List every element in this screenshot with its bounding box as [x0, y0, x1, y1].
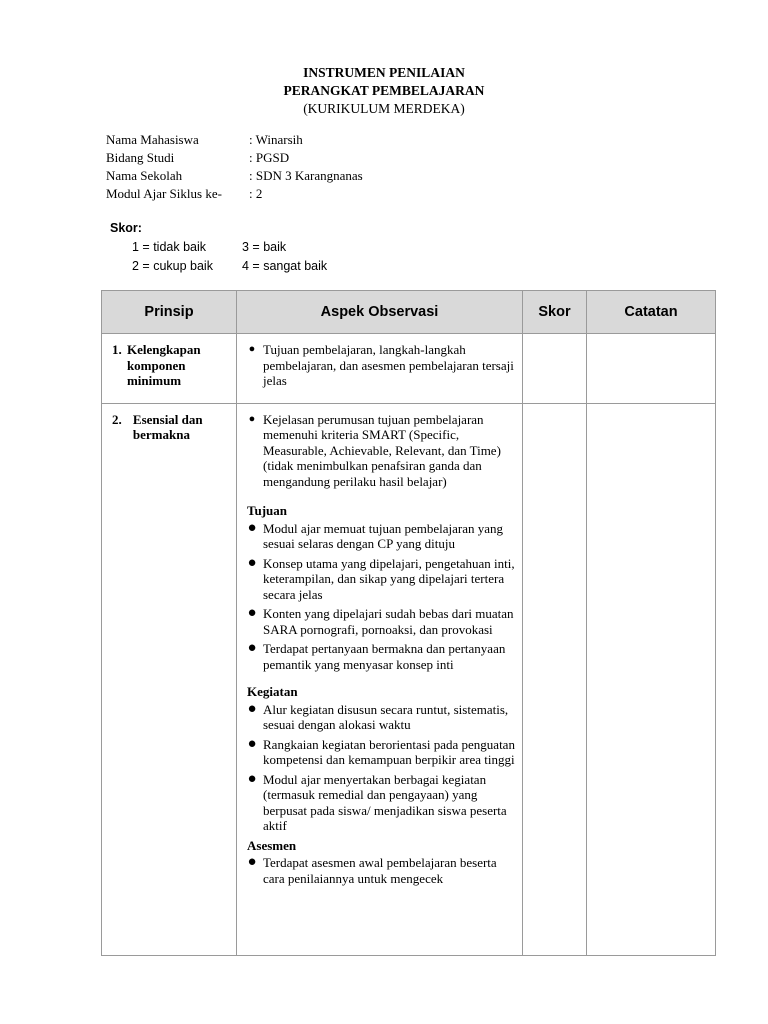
title-line-3: (KURIKULUM MERDEKA) — [303, 101, 465, 116]
student-info — [106, 131, 363, 203]
table-row — [102, 403, 716, 955]
info-row — [106, 167, 363, 185]
skor-cell[interactable] — [523, 403, 587, 955]
info-label: Nama Sekolah — [106, 168, 183, 183]
header-skor: Skor — [523, 291, 587, 334]
info-label: Modul Ajar Siklus ke- — [106, 186, 222, 201]
info-value: : SDN 3 Karangnanas — [249, 168, 363, 183]
item-text: Alur kegiatan disusun secara runtut, sistematis, sesuai dengan alokasi waktu — [263, 701, 509, 732]
list-item — [241, 521, 516, 552]
list-item — [241, 412, 516, 490]
bullet-icon: ● — [247, 640, 257, 656]
bullet-icon: ● — [247, 605, 257, 621]
bullet-icon: ● — [248, 412, 256, 425]
info-value: : PGSD — [249, 150, 290, 165]
prinsip-text: Esensial dan bermakna — [132, 411, 203, 442]
item-text: Modul ajar menyertakan berbagai kegiatan (termasuk remedial dan pengayaan) yang berpusat pada siswa/ menjadikan siswa peserta aktif — [263, 771, 507, 833]
bullet-icon: ● — [247, 854, 257, 870]
item-text: Modul ajar memuat tujuan pembelajaran yang sesuai selaras dengan CP yang dituju — [263, 520, 504, 551]
section-title-tujuan: Tujuan — [247, 503, 287, 518]
item-text: Tujuan pembelajaran, langkah-langkah pembelajaran, dan asesmen pembelajaran tersaji jelas — [263, 342, 514, 388]
item-text: Konsep utama yang dipelajari, pengetahuan inti, keterampilan, dan sikap yang dipelajari tertera secara jelas — [263, 555, 515, 602]
list-item — [241, 342, 516, 389]
info-row — [106, 131, 363, 149]
item-text: Terdapat asesmen awal pembelajaran beserta cara penilaiannya untuk mengecek — [263, 855, 497, 886]
header-aspek: Aspek Observasi — [237, 291, 523, 334]
list-item — [241, 556, 516, 603]
bullet-icon: ● — [247, 735, 257, 752]
row-number: 1. — [112, 342, 122, 357]
header-catatan: Catatan — [587, 291, 716, 334]
info-label: Nama Mahasiswa — [106, 132, 199, 147]
list-item — [241, 606, 516, 637]
doc-title — [0, 64, 768, 118]
bullet-icon: ● — [247, 519, 257, 536]
title-line-1: INSTRUMEN PENILAIAN — [303, 65, 465, 80]
list-item — [241, 702, 516, 733]
score-legend — [110, 219, 362, 276]
catatan-cell[interactable] — [587, 403, 716, 955]
bullet-icon: ● — [247, 700, 257, 717]
prinsip-cell — [102, 334, 237, 404]
item-text: Rangkaian kegiatan berorientasi pada penguatan kompetensi dan kemampuan berpikir area tinggi — [263, 736, 515, 767]
bullet-icon: ● — [248, 343, 256, 355]
skor-cell[interactable] — [523, 334, 587, 404]
table-row — [102, 334, 716, 404]
score-4: 4 = sangat baik — [242, 259, 328, 273]
prinsip-cell — [102, 403, 237, 955]
section-title-asesmen: Asesmen — [247, 837, 297, 853]
score-2: 2 = cukup baik — [132, 259, 213, 273]
aspek-cell — [237, 403, 523, 955]
title-line-2: PERANGKAT PEMBELAJARAN — [283, 83, 485, 98]
item-text: Kejelasan perumusan tujuan pembelajaran memenuhi kriteria SMART (Specific, Measurable, Achievable, Relevant, dan Time) (tidak menimbulkan penafsiran ganda dan mengandung perilaku hasil belajar) — [263, 411, 501, 489]
list-item — [241, 641, 516, 672]
catatan-cell[interactable] — [587, 334, 716, 404]
item-text: Konten yang dipelajari sudah bebas dari muatan SARA pornografi, pornoaksi, dan provokasi — [263, 606, 514, 637]
list-item — [241, 737, 516, 768]
info-row — [106, 149, 363, 167]
score-1: 1 = tidak baik — [132, 240, 207, 254]
header-prinsip: Prinsip — [102, 291, 237, 334]
section-title-kegiatan: Kegiatan — [247, 684, 298, 699]
assessment-table — [101, 290, 716, 956]
info-value: : Winarsih — [249, 132, 303, 147]
list-item — [241, 855, 516, 886]
list-item — [241, 772, 516, 834]
table-header-row — [102, 291, 716, 334]
bullet-icon: ● — [247, 554, 257, 571]
item-text: Terdapat pertanyaan bermakna dan pertanyaan pemantik yang menyasar konsep inti — [263, 641, 506, 672]
info-value: : 2 — [249, 186, 263, 201]
info-row — [106, 185, 363, 203]
prinsip-text: Kelengkapan komponen minimum — [126, 342, 201, 388]
row-number: 2. — [112, 411, 122, 427]
bullet-icon: ● — [247, 770, 257, 787]
aspek-cell — [237, 334, 523, 404]
score-legend-title: Skor: — [110, 221, 142, 235]
info-label: Bidang Studi — [106, 150, 175, 165]
score-3: 3 = baik — [242, 240, 287, 254]
